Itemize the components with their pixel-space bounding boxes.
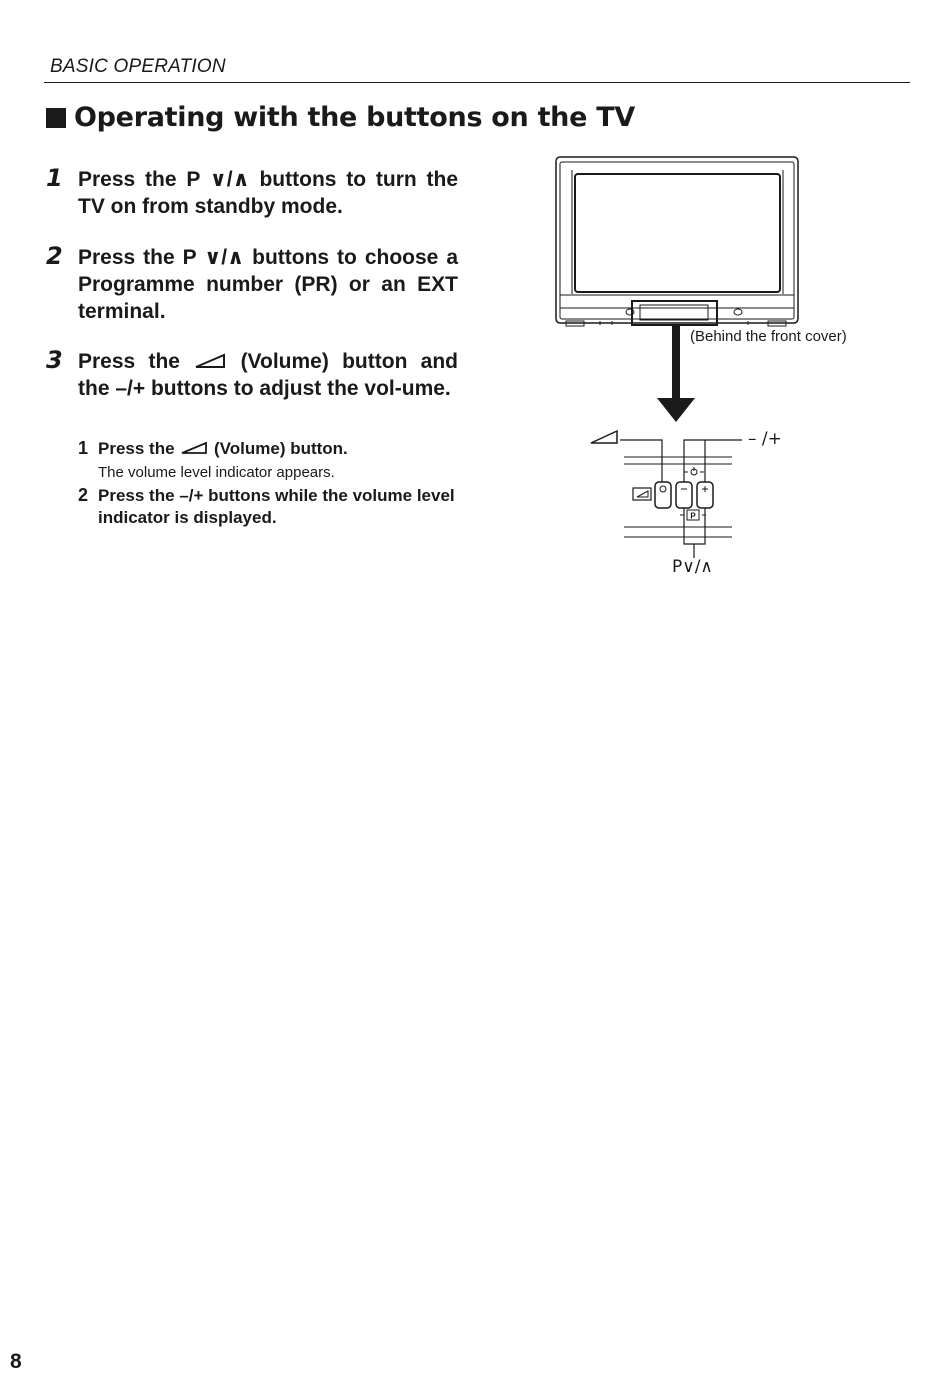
button-closeup — [620, 440, 742, 558]
substep-note: The volume level indicator appears. — [98, 464, 335, 481]
substep-2 — [78, 485, 458, 529]
step-text-before: Press the — [78, 350, 180, 373]
step-number: 2 — [46, 242, 63, 270]
step-3 — [46, 348, 458, 402]
front-cover-caption: (Behind the front cover) — [690, 328, 847, 345]
step-number: 1 — [46, 164, 63, 192]
bullet-square-icon — [46, 108, 66, 128]
step-1 — [46, 166, 458, 220]
substep-text-before: Press the — [98, 439, 175, 458]
substep-number: 2 — [78, 485, 89, 505]
tv-diagram — [540, 150, 900, 590]
step-text: Press the P ∨/∧ buttons to choose a Programme number (PR) or an EXT terminal. — [78, 246, 458, 323]
substep-text-after: (Volume) button. — [214, 439, 348, 458]
section-header-label: BASIC OPERATION — [50, 56, 226, 77]
page-number: 8 — [10, 1350, 22, 1373]
step-text: Press the P ∨/∧ buttons to turn the TV on from standby mode. — [78, 168, 458, 218]
tv-illustration — [556, 157, 798, 326]
substep-text: Press the –/+ buttons while the volume level indicator is displayed. — [98, 486, 455, 527]
programme-buttons-label: P∨/∧ — [672, 557, 713, 577]
substep-1 — [78, 438, 458, 483]
section-title — [46, 102, 635, 133]
substep-text — [98, 438, 458, 460]
step-number: 3 — [46, 346, 63, 374]
step-text — [78, 348, 458, 402]
volume-icon — [589, 428, 619, 446]
minus-plus-label: – /+ — [748, 429, 782, 449]
down-arrow-icon — [657, 398, 695, 422]
substep-number: 1 — [78, 438, 89, 458]
section-title-text: Operating with the buttons on the TV — [74, 102, 635, 133]
header-divider — [44, 82, 910, 83]
step-text-after: (Volume) button and the –/+ buttons to adjust the vol-ume. — [78, 350, 459, 400]
step-2 — [46, 244, 458, 325]
volume-icon — [193, 352, 227, 370]
p-button-label: P — [690, 511, 696, 521]
volume-icon — [179, 440, 209, 456]
